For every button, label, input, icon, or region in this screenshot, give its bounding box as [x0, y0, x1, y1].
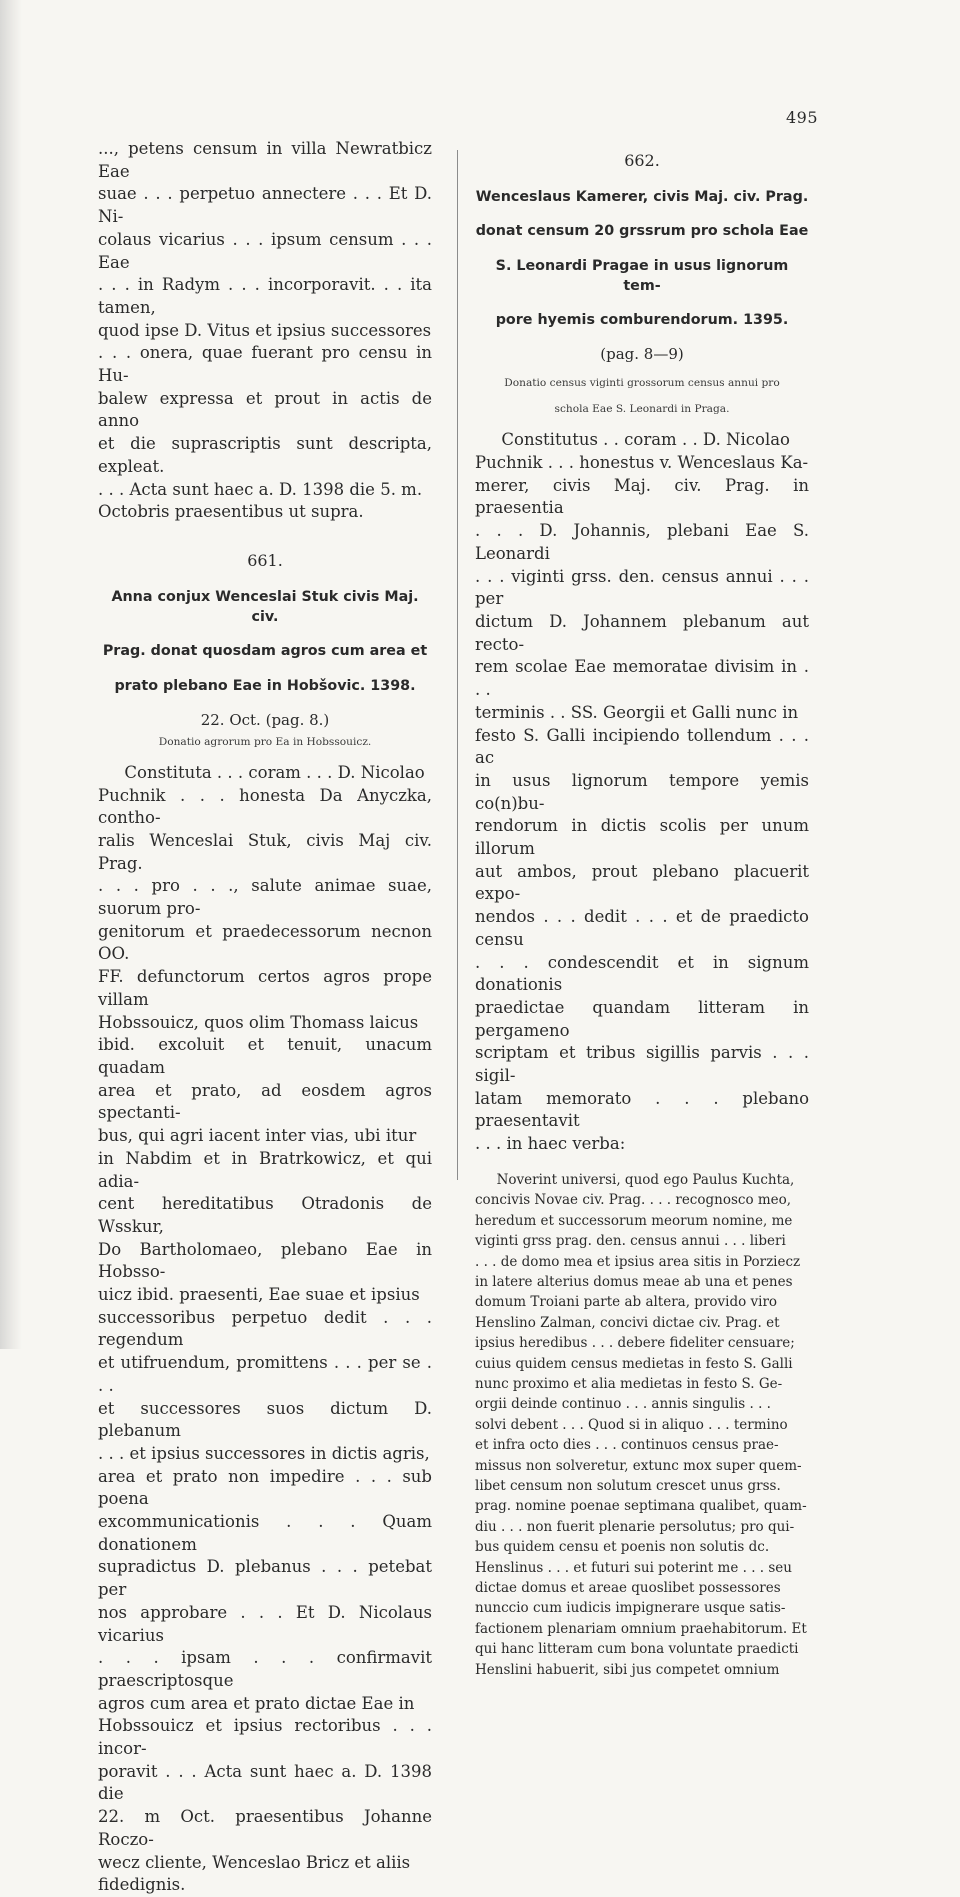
- text-line: ..., petens censum in villa Newratbicz Eae: [98, 139, 432, 181]
- text-line: ibid. excoluit et tenuit, unacum quadam: [98, 1035, 432, 1077]
- text-line: nunccio cum iudicis impignerare usque satis-: [475, 1600, 786, 1617]
- text-line: fidedignis.: [98, 1875, 186, 1895]
- text-line: merer, civis Maj. civ. Prag. in praesentia: [475, 475, 809, 518]
- column-divider: [457, 150, 458, 1180]
- text-line: bus, qui agri iacent inter vias, ubi itur: [98, 1126, 417, 1146]
- text-line: aut ambos, prout plebano placuerit expo-: [475, 861, 809, 904]
- text-line: FF. defunctorum certos agros prope villam: [98, 967, 432, 1009]
- text-line: donat censum 20 grssrum pro schola Eae: [475, 223, 809, 240]
- document-summary-661: Donatio agrorum pro Ea in Hobssouicz.: [158, 735, 372, 748]
- text-line: dictum D. Johannem plebanum aut recto-: [475, 612, 809, 654]
- text-line: et successores suos dictum D. plebanum: [98, 1398, 432, 1441]
- text-line: dictae domus et areae quoslibet possessores: [475, 1580, 781, 1596]
- text-line: Prag. donat quosdam agros cum area et: [102, 643, 428, 660]
- right-column: [475, 150, 809, 1680]
- text-line: . . . pro . . ., salute animae suae, suorum pro-: [98, 876, 432, 919]
- text-line: et infra octo dies . . . continuos census prae-: [475, 1437, 779, 1454]
- text-line: cuius quidem census medietas in festo S. Galli: [475, 1355, 793, 1372]
- text-line: Puchnik . . . honesta Da Anyczka, contho-: [98, 785, 432, 828]
- text-line: suae . . . perpetuo annectere . . . Et D. Ni-: [98, 184, 432, 227]
- text-line: . . . in haec verba:: [475, 1134, 626, 1154]
- text-line: Octobris praesentibus ut supra.: [98, 502, 364, 522]
- text-line: . . . D. Johannis, plebani Eae S. Leonardi: [475, 521, 809, 563]
- text-line: praedictae quandam litteram in pergameno: [475, 997, 809, 1040]
- text-line: . . . et ipsius successores in dictis agris,: [98, 1443, 430, 1463]
- text-line: excommunicationis . . . Quam donationem: [98, 1512, 432, 1554]
- text-line: Noverint universi, quod ego Paulus Kuchta,: [496, 1171, 795, 1188]
- text-line: quod ipse D. Vitus et ipsius successores: [98, 320, 432, 340]
- text-line: in Nabdim et in Bratrkowicz, et qui adia-: [98, 1148, 432, 1191]
- document-number-662: 662.: [624, 151, 660, 170]
- text-line: heredum et successorum meorum nomine, me: [475, 1212, 793, 1229]
- text-line: Constituta . . . coram . . . D. Nicolao: [124, 762, 425, 782]
- text-line: Henslinus . . . et futuri sui poterint me . . . seu: [475, 1559, 792, 1576]
- document-date-662: (pag. 8—9): [600, 345, 684, 364]
- text-line: supradictus D. plebanus . . . petebat per: [98, 1557, 432, 1600]
- text-line: scriptam et tribus sigillis parvis . . . sigil-: [475, 1043, 809, 1086]
- text-line: ralis Wenceslai Stuk, civis Maj civ. Prag.: [98, 830, 432, 873]
- text-line: rem scolae Eae memoratae divisim in . . .: [475, 657, 809, 700]
- text-line: Puchnik . . . honestus v. Wenceslaus Ka-: [475, 453, 809, 473]
- text-line: area et prato non impedire . . . sub poena: [98, 1466, 432, 1509]
- text-line: . . . ipsam . . . confirmavit praescriptosque: [98, 1648, 432, 1690]
- text-line: . . . onera, quae fuerant pro censu in Hu-: [98, 343, 432, 386]
- text-line: wecz cliente, Wenceslao Bricz et aliis: [98, 1852, 411, 1872]
- page-number: 495: [786, 108, 819, 127]
- text-line: balew expressa et prout in actis de anno: [98, 388, 432, 431]
- text-line: . . . Acta sunt haec a. D. 1398 die 5. m.: [98, 479, 423, 499]
- text-line: Constitutus . . coram . . D. Nicolao: [501, 430, 790, 450]
- text-line: Wenceslaus Kamerer, civis Maj. civ. Prag.: [475, 189, 809, 205]
- text-line: concivis Novae civ. Prag. . . . recognosco meo,: [475, 1192, 792, 1209]
- text-line: cent hereditatibus Otradonis de Wsskur,: [98, 1194, 432, 1236]
- text-line: et die suprascriptis sunt descripta, expleat.: [98, 434, 432, 476]
- text-line: nendos . . . dedit . . . et de praedicto censu: [475, 907, 809, 949]
- text-line: genitorum et praedecessorum necnon OO.: [98, 921, 432, 964]
- continuation-text: [98, 138, 432, 524]
- text-line: prato plebano Eae in Hobšovic. 1398.: [114, 677, 416, 694]
- text-line: uicz ibid. praesenti, Eae suae et ipsius: [98, 1285, 420, 1305]
- left-column: [98, 138, 432, 1897]
- document-heading-662: [475, 187, 809, 330]
- text-line: bus quidem censu et poenis non solutis dc.: [475, 1539, 770, 1556]
- text-line: in usus lignorum tempore yemis co(n)bu-: [475, 770, 809, 813]
- document-body-661: [98, 762, 432, 1897]
- text-line: et utifruendum, promittens . . . per se . . .: [98, 1353, 432, 1395]
- text-line: prag. nomine poenae septimana qualibet, quam-: [475, 1498, 807, 1515]
- text-line: Henslino Zalman, concivi dictae civ. Prag. et: [475, 1314, 780, 1331]
- text-line: agros cum area et prato dictae Eae in: [98, 1693, 415, 1713]
- text-line: Donatio census viginti grossorum census annui pro: [504, 376, 780, 389]
- text-line: Do Bartholomaeo, plebano Eae in Hobsso-: [98, 1239, 432, 1282]
- document-date-661: 22. Oct. (pag. 8.): [200, 710, 330, 729]
- text-line: orgii deinde continuo . . . annis singulis . . .: [475, 1396, 771, 1413]
- text-line: missus non solveretur, extunc mox super quem-: [475, 1457, 802, 1474]
- text-line: . . . condescendit et in signum donationis: [475, 952, 809, 995]
- text-line: . . . de domo mea et ipsius area sitis in Porziecz: [475, 1253, 801, 1270]
- text-line: in latere alterius domus meae ab una et penes: [475, 1273, 793, 1290]
- text-line: rendorum in dictis scolis per unum illorum: [475, 816, 809, 859]
- text-line: factionem plenariam omnium praehabitorum. Et: [475, 1620, 807, 1637]
- text-line: diu . . . non fuerit plenarie persolutus; pro qui-: [475, 1518, 795, 1535]
- text-line: domum Troiani parte ab altera, provido viro: [475, 1294, 778, 1311]
- text-line: Henslini habuerit, sibi jus competet omnium: [475, 1661, 780, 1678]
- text-line: latam memorato . . . plebano praesentavit: [475, 1088, 809, 1131]
- text-line: poravit . . . Acta sunt haec a. D. 1398 die: [98, 1761, 432, 1804]
- document-number-661: 661.: [247, 550, 283, 570]
- text-line: S. Leonardi Pragae in usus lignorum tem-: [495, 257, 789, 294]
- charter-text: [475, 1170, 809, 1680]
- text-line: Anna conjux Wenceslai Stuk civis Maj. civ.: [111, 588, 419, 625]
- scan-edge: [0, 0, 22, 1349]
- text-line: terminis . . SS. Georgii et Galli nunc in: [475, 702, 799, 722]
- text-line: nos approbare . . . Et D. Nicolaus vicarius: [98, 1602, 432, 1645]
- text-line: qui hanc litteram cum bona voluntate praedicti: [475, 1641, 799, 1658]
- text-line: nunc proximo et alia medietas in festo S. Ge-: [475, 1375, 783, 1392]
- text-line: libet censum non solutum crescet unus grss.: [475, 1477, 781, 1494]
- document-heading-661: [98, 587, 432, 696]
- text-line: successoribus perpetuo dedit . . . regendum: [98, 1307, 432, 1350]
- text-line: colaus vicarius . . . ipsum censum . . . Eae: [98, 229, 432, 272]
- text-line: schola Eae S. Leonardi in Praga.: [554, 403, 730, 416]
- text-line: . . . in Radym . . . incorporavit. . . ita tamen,: [98, 275, 432, 317]
- document-summary-662: [475, 375, 809, 418]
- text-line: festo S. Galli incipiendo tollendum . . . ac: [475, 725, 809, 768]
- text-line: pore hyemis comburendorum. 1395.: [495, 311, 789, 328]
- text-line: Hobssouicz et ipsius rectoribus . . . incor-: [98, 1716, 432, 1759]
- text-line: ipsius heredibus . . . debere fideliter censuare;: [475, 1335, 795, 1352]
- text-line: area et prato, ad eosdem agros spectanti-: [98, 1080, 432, 1123]
- document-body-662: [475, 429, 809, 1156]
- text-line: Hobssouicz, quos olim Thomass laicus: [98, 1012, 419, 1032]
- text-line: . . . viginti grss. den. census annui . . . per: [475, 566, 809, 609]
- text-line: solvi debent . . . Quod si in aliquo . . . termino: [475, 1416, 788, 1433]
- text-line: viginti grss prag. den. census annui . . . liberi: [475, 1233, 786, 1250]
- text-line: 22. m Oct. praesentibus Johanne Roczo-: [98, 1807, 432, 1849]
